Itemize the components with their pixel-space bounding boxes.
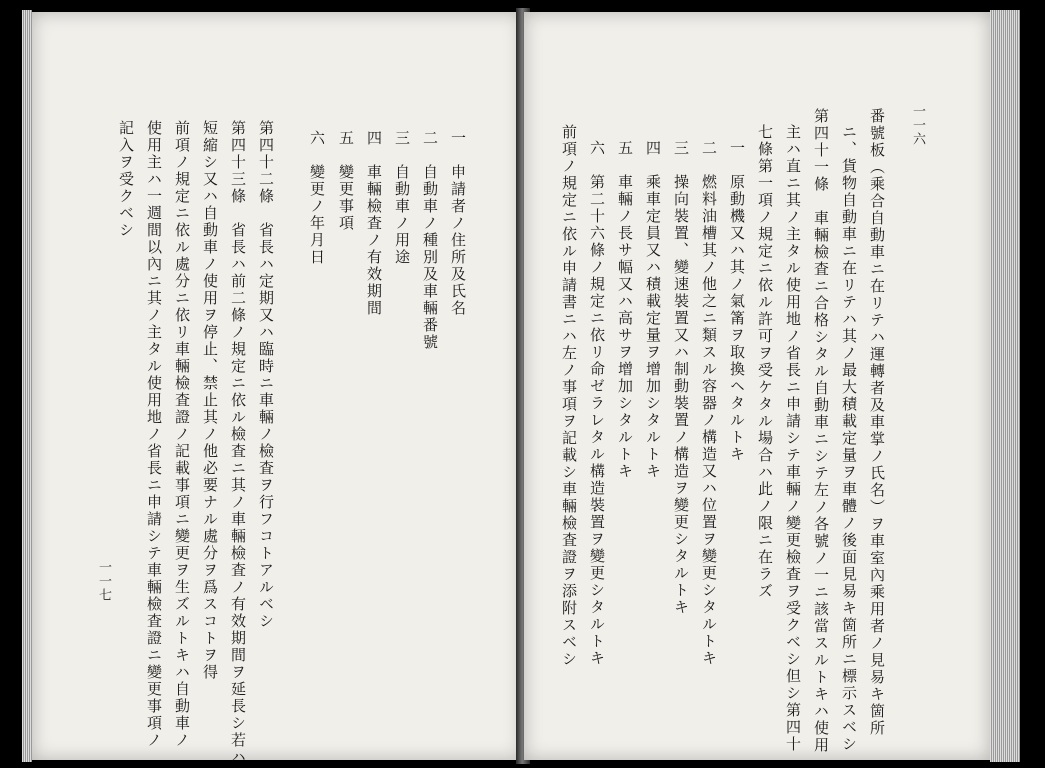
text-line: ニ、貨物自動車ニ在リテハ其ノ最大積載定量ヲ車體ノ後面見易キ箇所ニ標示スベシ: [840, 124, 858, 753]
text-line: 四 乘車定員又ハ積載定量ヲ增加シタルトキ: [644, 140, 662, 480]
page-number: 一一六: [910, 104, 925, 146]
text-line: 使用主ハ一週間以內ニ其ノ主タル使用地ノ省長ニ申請シテ車輛檢査證ニ變更事項ノ: [145, 120, 163, 749]
text-line: 一 原動機又ハ其ノ氣筩ヲ取換ヘタルトキ: [728, 140, 746, 463]
right-page-edge: [990, 10, 1020, 762]
text-line: 一 申請者ノ住所及氏名: [449, 130, 467, 317]
text-line: 二 自動車ノ種別及車輛番號: [421, 130, 439, 351]
text-line: 前項ノ規定ニ依ル申請書ニハ左ノ事項ヲ記載シ車輛檢査證ヲ添附スベシ: [560, 124, 578, 668]
text-line: 七條第一項ノ規定ニ依ル許可ヲ受ケタル場合ハ此ノ限ニ在ラズ: [756, 124, 774, 600]
text-line: 主ハ直ニ其ノ主タル使用地ノ省長ニ申請シテ車輛ノ變更檢査ヲ受クベシ但シ第四十: [784, 124, 802, 753]
text-line: 二 燃料油槽其ノ他之ニ類スル容器ノ構造又ハ位置ヲ變更シタルトキ: [700, 140, 718, 667]
right-page: [524, 12, 990, 760]
left-page: [32, 12, 522, 766]
text-line: 第四十三條 省長ハ前二條ノ規定ニ依ル檢査ニ其ノ車輛檢査ノ有效期間ヲ延長シ若ハ: [229, 120, 247, 766]
text-line: 番號板（乘合自動車ニ在リテハ運轉者及車掌ノ氏名）ヲ車室內乘用者ノ見易キ箇所: [868, 108, 886, 737]
text-line: 三 操向裝置、變速裝置又ハ制動裝置ノ構造ヲ變更シタルトキ: [672, 140, 690, 616]
text-line: 記入ヲ受クベシ: [117, 120, 135, 239]
text-line: 第四十一條 車輛檢査ニ合格シタル自動車ニシテ左ノ各號ノ一ニ該當スルトキハ使用: [812, 108, 830, 754]
text-line: 短縮シ又ハ自動車ノ使用ヲ停止、禁止其ノ他必要ナル處分ヲ爲スコトヲ得: [201, 120, 219, 681]
text-line: 六 第二十六條ノ規定ニ依リ命ゼラレタル構造裝置ヲ變更シタルトキ: [588, 140, 606, 667]
text-line: 四 車輛檢査ノ有效期間: [365, 130, 383, 317]
text-line: 五 變更事項: [337, 130, 355, 232]
text-line: 六 變更ノ年月日: [308, 130, 326, 266]
left-page-edge: [22, 10, 32, 762]
page-number: 一一七: [96, 560, 111, 602]
text-line: 前項ノ規定ニ依ル處分ニ依リ車輛檢査證ノ記載事項ニ變更ヲ生ズルトキハ自動車ノ: [173, 120, 191, 749]
text-line: 五 車輛ノ長サ幅又ハ高サヲ增加シタルトキ: [616, 140, 634, 480]
text-line: 三 自動車ノ用途: [393, 130, 411, 266]
text-line: 第四十二條 省長ハ定期又ハ臨時ニ車輛ノ檢査ヲ行フコトアルベシ: [257, 120, 275, 630]
